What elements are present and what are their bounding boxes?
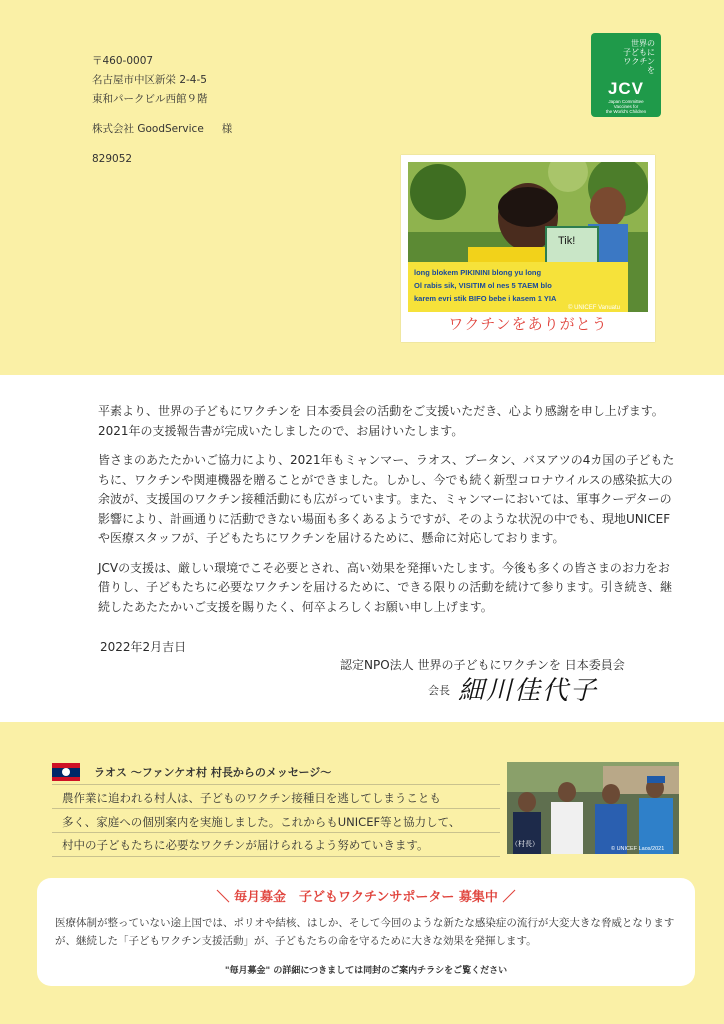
- laos-heading: [52, 762, 331, 782]
- customer-id: 829052: [92, 153, 133, 165]
- donation-note: "毎月募金" の詳細につきましては同封のご案内チラシをご覧ください: [224, 966, 508, 976]
- address-line-2: 東和パークビル西館９階: [92, 93, 208, 105]
- donation-title: ＼ 毎月募金 子どもワクチンサポーター 募集中 ／: [216, 890, 516, 905]
- company-name: 株式会社 GoodService: [92, 123, 204, 135]
- chair-signature: 細川佳代子: [458, 676, 599, 706]
- laos-message-line: 多く、家庭への個別案内を実施しました。これからもUNICEF等と協力して、: [62, 814, 461, 829]
- photo-illustration: [408, 162, 648, 312]
- photo-credit: © UNICEF Vanuatu: [568, 305, 620, 311]
- letter-date: 2022年2月吉日: [100, 640, 187, 654]
- recipient-company: [92, 121, 232, 136]
- laos-heading-text: ラオス 〜ファンケオ村 村長からのメッセージ〜: [94, 766, 332, 779]
- divider: [52, 784, 500, 785]
- vanuatu-photo: [408, 162, 648, 312]
- mailing-address: [92, 52, 208, 109]
- chair-label: 会長: [428, 684, 450, 697]
- letter-paragraph-2: 皆さまのあたたかいご協力により、2021年もミャンマー、ラオス、ブータン、バヌアツの4カ国の子どもたちに、ワクチンや関連機器を贈ることができました。しかし、今でも続く新型コロナウイルスの感染拡大の余波が、支援国のワクチン接種活動にも広がっています。また、ミャンマーにおいては、軍事クーデターの影響により、計画通りに活動できない場面も多くあるようですが、そのような状況の中でも、現地UNICEFや医療スタッフが、子どもたちにワクチンを届けるために、懸命に対応しております。: [98, 453, 675, 545]
- sign-line-2: Ol rabis sik, VISITIM ol nes 5 TAEM blo: [414, 281, 552, 290]
- laos-message-line: 村中の子どもたちに必要なワクチンが届けられるよう努めていきます。: [62, 838, 429, 852]
- laos-photo-label: （村長）: [511, 840, 539, 848]
- letter-paragraph-3: JCVの支援は、厳しい環境でこそ必要とされ、高い効果を発揮いたします。今後も多くの皆さまのお力をお借りし、子どもたちに必要なワクチンを届けるために、できる限りの活動を続けて参ります。引き続き、継続したあたたかいご支援を賜りたく、何卒よろしくお願い申し上げます。: [98, 560, 672, 614]
- laos-flag-icon: [52, 763, 80, 781]
- logo-japanese-text: 世界の 子どもに ワクチン を: [623, 39, 655, 75]
- laos-message: [62, 787, 502, 858]
- sign-line-1: long blokem PIKININI blong yu long: [414, 268, 542, 277]
- sign-title: Tik!: [558, 235, 576, 247]
- sign-line-3: karem evri stik BIFO bebe i kasem 1 YIA: [414, 294, 557, 303]
- postal-code: 〒460-0007: [92, 55, 154, 67]
- laos-village-photo: [507, 762, 679, 854]
- honorific: 様: [221, 123, 233, 135]
- letter-body: [98, 402, 678, 627]
- logo-english-text: Japan Committee Vaccines for the World's Children: [605, 99, 647, 114]
- jcv-logo: [591, 33, 661, 117]
- donation-body: 医療体制が整っていない途上国では、ポリオや結核、はしか、そして今回のような新たな感染症の流行が大変大きな脅威となりますが、継続した「子どもワクチン支援活動」が、子どもたちの命を守るために大きな効果を発揮します。: [55, 917, 675, 947]
- address-line-1: 名古屋市中区新栄 2-4-5: [92, 74, 207, 86]
- thank-you-caption: ワクチンをありがとう: [448, 315, 608, 333]
- letter-paragraph-1: 平素より、世界の子どもにワクチンを 日本委員会の活動をご支援いただき、心より感謝を申し上げます。2021年の支援報告書が完成いたしましたので、お届けいたします。: [98, 404, 664, 438]
- laos-photo-credit: © UNICEF Laos/2021: [611, 846, 665, 852]
- thank-you-photo-card: [401, 155, 655, 342]
- laos-message-line: 農作業に追われる村人は、子どものワクチン接種日を逃してしまうことも: [62, 791, 441, 805]
- organization-name: 認定NPO法人 世界の子どもにワクチンを 日本委員会: [340, 658, 625, 672]
- monthly-donation-box: [37, 878, 695, 986]
- laos-photo-illustration: [507, 762, 679, 854]
- logo-acronym: JCV: [607, 79, 645, 98]
